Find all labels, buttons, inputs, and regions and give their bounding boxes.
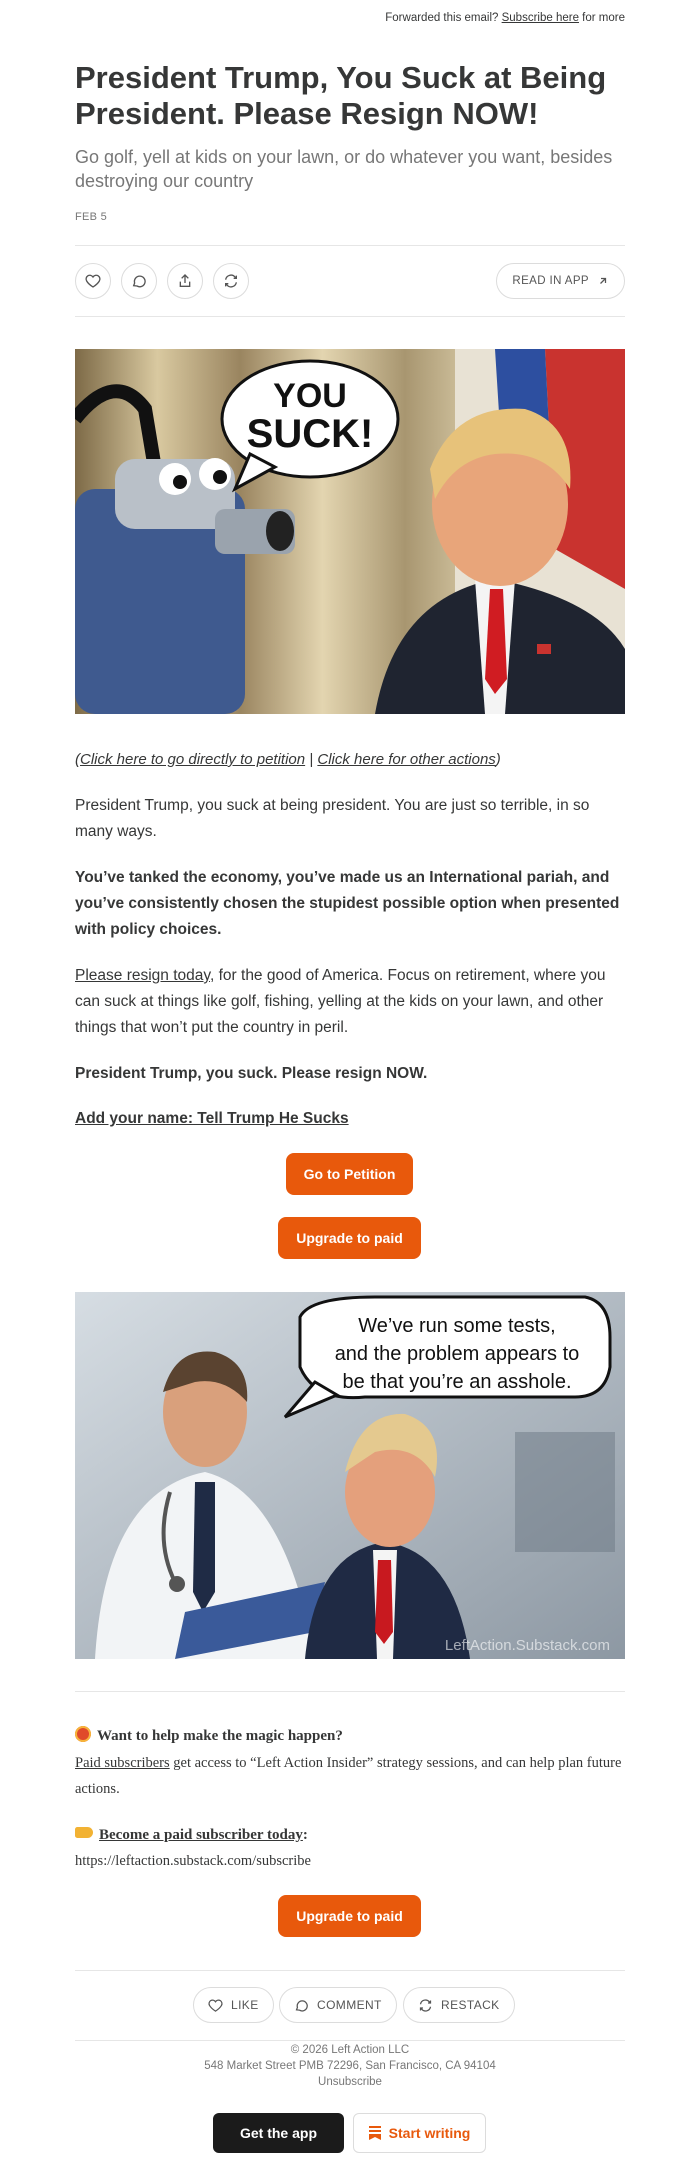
- promo-heading-line: [75, 1723, 625, 1749]
- share-button[interactable]: [167, 263, 203, 299]
- body-paragraph-3: [75, 963, 625, 1041]
- like-button[interactable]: [75, 263, 111, 299]
- comment-button[interactable]: [121, 263, 157, 299]
- unsubscribe-line: [0, 2076, 700, 2088]
- restack-icon: [223, 273, 239, 289]
- body-paragraph-2: You’ve tanked the economy, you’ve made us an International pariah, and you’ve consistently chosen the stupidest possible option when presented with policy choices.: [75, 869, 620, 938]
- watermark: LeftAction.Substack.com: [444, 1637, 610, 1654]
- body-paragraph-1: President Trump, you suck at being president. You are just so terrible, in so many ways.: [75, 797, 590, 840]
- read-in-app-label: READ IN APP: [512, 275, 589, 287]
- promo-paragraph: [75, 1750, 625, 1802]
- start-writing-label: Start writing: [388, 2125, 471, 2141]
- resign-link[interactable]: Please resign today: [75, 967, 210, 984]
- subscribe-url: https://leftaction.substack.com/subscribe: [75, 1853, 311, 1869]
- colon: :: [302, 1827, 308, 1843]
- footer-restack-button[interactable]: [403, 1987, 515, 2023]
- start-writing-button[interactable]: [353, 2113, 486, 2153]
- restack-label: RESTACK: [441, 1998, 500, 2012]
- promo-paragraph-text: get access to “Left Action Insider” strategy sessions, and can help plan future actions.: [75, 1755, 622, 1797]
- promo-heading: Want to help make the magic happen?: [97, 1728, 343, 1744]
- divider: [75, 245, 625, 246]
- speech-line-3: be that you’re an asshole.: [342, 1371, 572, 1393]
- petition-link[interactable]: Click here to go directly to petition: [80, 751, 306, 768]
- hero-image[interactable]: [75, 349, 625, 714]
- comment-label: COMMENT: [317, 1998, 382, 2012]
- go-to-petition-button[interactable]: Go to Petition: [286, 1153, 413, 1195]
- get-the-app-button[interactable]: Get the app: [213, 2113, 344, 2153]
- comment-icon: [294, 1998, 309, 2013]
- svg-text:SUCK!: SUCK!: [246, 412, 374, 456]
- footer-like-button[interactable]: [193, 1987, 274, 2023]
- pointing-hand-icon: [75, 1827, 93, 1838]
- other-actions-link[interactable]: Click here for other actions: [317, 751, 496, 768]
- speech-line-2: and the problem appears to: [334, 1343, 580, 1365]
- comment-icon: [131, 273, 147, 289]
- read-in-app-button[interactable]: [496, 263, 625, 299]
- divider: [75, 1691, 625, 1692]
- speech-you-suck: YOU: [273, 377, 347, 415]
- link-separator: |: [309, 751, 314, 768]
- share-icon: [177, 273, 193, 289]
- doctor-illustration: [75, 1292, 625, 1659]
- address: 548 Market Street PMB 72296, San Francisco, CA 94104: [204, 2060, 496, 2072]
- subscribe-link[interactable]: Subscribe here: [501, 12, 579, 24]
- heart-icon: [85, 273, 101, 289]
- post-date: FEB 5: [75, 211, 108, 223]
- unsubscribe-link[interactable]: Unsubscribe: [318, 2076, 382, 2088]
- paid-subscribers-link[interactable]: Paid subscribers: [75, 1755, 170, 1771]
- post-subtitle: Go golf, yell at kids on your lawn, or do whatever you want, besides destroying our country: [75, 147, 613, 191]
- copyright: © 2026 Left Action LLC: [290, 2044, 410, 2056]
- forwarded-text: Forwarded this email?: [385, 12, 499, 24]
- upgrade-to-paid-button-2[interactable]: Upgrade to paid: [278, 1895, 421, 1937]
- body-paragraph-4: President Trump, you suck. Please resign NOW.: [75, 1065, 428, 1082]
- add-name-paragraph: [75, 1106, 625, 1132]
- upgrade-to-paid-button[interactable]: Upgrade to paid: [278, 1217, 421, 1259]
- footer-comment-button[interactable]: [279, 1987, 397, 2023]
- divider: [75, 2040, 625, 2041]
- hero-illustration: [75, 349, 625, 714]
- divider: [75, 316, 625, 317]
- like-label: LIKE: [231, 1998, 259, 2012]
- restack-button[interactable]: [213, 263, 249, 299]
- for-more-text: for more: [582, 12, 625, 24]
- add-name-link[interactable]: Add your name: Tell Trump He Sucks: [75, 1110, 349, 1127]
- doctor-image[interactable]: [75, 1292, 625, 1659]
- forwarded-bar: [385, 12, 625, 24]
- explosion-icon: [75, 1726, 91, 1742]
- restack-icon: [418, 1998, 433, 2013]
- petition-links-line: (Click here to go directly to petition | Click here for other actions): [75, 751, 501, 768]
- arrow-up-right-icon: [597, 275, 609, 287]
- substack-logo-icon: [369, 2126, 381, 2140]
- post-title: President Trump, You Suck at Being President. Please Resign NOW!: [75, 60, 607, 131]
- heart-icon: [208, 1998, 223, 2013]
- divider: [75, 1970, 625, 1971]
- speech-line-1: We’ve run some tests,: [358, 1315, 556, 1337]
- body-paragraph-3-text: , for the good of America. Focus on retirement, where you can suck at things like golf, fishing, yelling at the kids on your lawn, and other things that won’t put the country in peril.: [75, 967, 606, 1036]
- become-paid-link[interactable]: Become a paid subscriber today: [99, 1827, 303, 1843]
- become-paid-line: [75, 1822, 625, 1848]
